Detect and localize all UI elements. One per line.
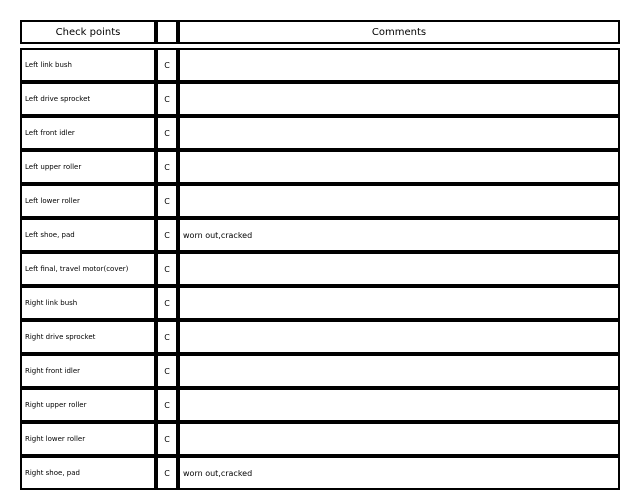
comment-cell [178, 252, 620, 286]
check-points-header: Check points [20, 20, 156, 44]
grade-value: C [164, 366, 170, 376]
check-point-cell [20, 116, 156, 150]
check-point-cell [20, 184, 156, 218]
comment-cell [178, 286, 620, 320]
header-table [20, 20, 620, 44]
comment-cell [178, 150, 620, 184]
check-table-body [20, 48, 620, 490]
grade-value: C [164, 196, 170, 206]
table-row [20, 184, 620, 218]
grade-value: C [164, 60, 170, 70]
grade-value: C [164, 298, 170, 308]
comment-cell [178, 456, 620, 490]
check-point-cell [20, 422, 156, 456]
check-point-cell [20, 252, 156, 286]
grade-cell [156, 456, 178, 490]
inspection-sheet [20, 20, 620, 490]
grade-value: C [164, 230, 170, 240]
header-row [20, 20, 620, 44]
table-row [20, 252, 620, 286]
check-point-label: Left upper roller [25, 163, 82, 171]
table-row [20, 150, 620, 184]
grade-cell [156, 286, 178, 320]
comment-text: worn out,cracked [183, 230, 253, 240]
check-point-label: Left front idler [25, 129, 75, 137]
grade-cell [156, 320, 178, 354]
grade-header [156, 20, 178, 44]
table-row [20, 354, 620, 388]
check-point-cell [20, 218, 156, 252]
comment-cell [178, 320, 620, 354]
grade-cell [156, 252, 178, 286]
check-point-cell [20, 286, 156, 320]
check-point-cell [20, 388, 156, 422]
grade-cell [156, 184, 178, 218]
grade-value: C [164, 468, 170, 478]
grade-cell [156, 48, 178, 82]
check-point-cell [20, 82, 156, 116]
comments-header: Comments [178, 20, 620, 44]
grade-value: C [164, 94, 170, 104]
grade-cell [156, 354, 178, 388]
table-row [20, 82, 620, 116]
grade-value: C [164, 434, 170, 444]
grade-cell [156, 150, 178, 184]
comment-cell [178, 388, 620, 422]
check-point-label: Left link bush [25, 61, 72, 69]
check-point-label: Left final, travel motor(cover) [25, 265, 129, 273]
comment-cell [178, 48, 620, 82]
grade-cell [156, 116, 178, 150]
check-point-label: Right front idler [25, 367, 81, 375]
table-row [20, 218, 620, 252]
table-row [20, 388, 620, 422]
table-row [20, 48, 620, 82]
check-point-label: Left shoe, pad [25, 231, 75, 239]
check-point-label: Left lower roller [25, 197, 80, 205]
check-point-label: Right link bush [25, 299, 78, 307]
check-point-label: Right drive sprocket [25, 333, 96, 341]
table-row [20, 456, 620, 490]
check-point-label: Left drive sprocket [25, 95, 91, 103]
table-row [20, 422, 620, 456]
table-row [20, 286, 620, 320]
check-point-cell [20, 150, 156, 184]
table-row [20, 320, 620, 354]
comment-cell [178, 422, 620, 456]
grade-value: C [164, 162, 170, 172]
comment-cell [178, 354, 620, 388]
grade-value: C [164, 400, 170, 410]
grade-value: C [164, 332, 170, 342]
check-point-label: Right shoe, pad [25, 469, 80, 477]
check-table [20, 48, 620, 490]
check-point-cell [20, 354, 156, 388]
grade-cell [156, 388, 178, 422]
check-point-label: Right upper roller [25, 401, 87, 409]
table-row [20, 116, 620, 150]
check-point-cell [20, 48, 156, 82]
check-point-label: Right lower roller [25, 435, 86, 443]
grade-cell [156, 82, 178, 116]
check-point-cell [20, 320, 156, 354]
check-point-cell [20, 456, 156, 490]
grade-value: C [164, 128, 170, 138]
grade-cell [156, 422, 178, 456]
grade-value: C [164, 264, 170, 274]
comment-cell [178, 116, 620, 150]
comment-cell [178, 218, 620, 252]
comment-cell [178, 184, 620, 218]
comment-text: worn out,cracked [183, 468, 253, 478]
grade-cell [156, 218, 178, 252]
comment-cell [178, 82, 620, 116]
